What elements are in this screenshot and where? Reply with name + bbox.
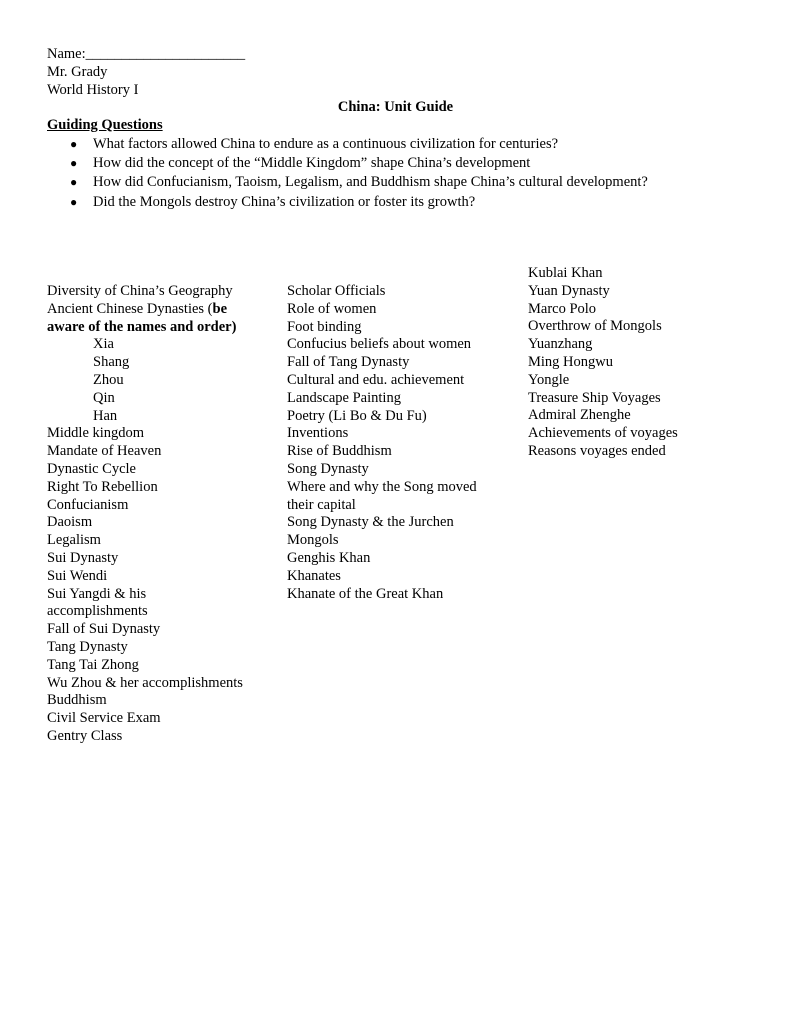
term-item: Ancient Chinese Dynasties (be: [47, 300, 228, 317]
term-item: aware of the names and order): [47, 318, 237, 335]
term-item: Dynastic Cycle: [47, 460, 136, 477]
guiding-questions-heading: Guiding Questions: [47, 117, 163, 133]
term-item: Kublai Khan: [528, 265, 603, 281]
dynasty-item: Han: [93, 407, 118, 424]
term-item: Civil Service Exam: [47, 710, 161, 727]
term-item: Admiral Zhenghe: [528, 407, 631, 424]
term-item: Achievements of voyages: [528, 425, 678, 442]
term-item: Scholar Officials: [287, 283, 386, 299]
dynasty-item: Xia: [93, 336, 114, 353]
term-item: Mandate of Heaven: [47, 443, 162, 460]
guiding-questions-list: [70, 135, 648, 212]
term-item: Gentry Class: [47, 727, 123, 744]
dynasty-item: Zhou: [93, 371, 124, 388]
term-item: Fall of Tang Dynasty: [287, 354, 410, 371]
term-item: Tang Dynasty: [47, 638, 128, 655]
term-item: Genghis Khan: [287, 549, 371, 566]
term-item: Yuanzhang: [528, 336, 593, 353]
student-header: [47, 46, 245, 99]
bullet-dot-icon: ●: [70, 156, 78, 171]
course-name: World History I: [47, 81, 139, 98]
name-line: Name:______________________: [47, 46, 246, 62]
term-item: Confucius beliefs about women: [287, 336, 472, 353]
term-item: Yongle: [528, 371, 570, 388]
dynasty-item: Qin: [93, 389, 115, 406]
guiding-question: ● What factors allowed China to endure as a continuous civilization for centuries?: [70, 135, 648, 154]
term-item: Treasure Ship Voyages: [528, 389, 661, 406]
term-item: Overthrow of Mongols: [528, 318, 662, 335]
term-item: Confucianism: [47, 496, 129, 513]
guiding-question: ● How did the concept of the “Middle Kingdom” shape China’s development: [70, 154, 648, 173]
term-item: Daoism: [47, 514, 93, 531]
term-item: Diversity of China’s Geography: [47, 283, 233, 299]
term-item: Song Dynasty: [287, 460, 369, 477]
guiding-question: ● How did Confucianism, Taoism, Legalism, and Buddhism shape China’s cultural development?: [70, 173, 648, 192]
term-item: Wu Zhou & her accomplishments: [47, 674, 243, 691]
term-item: Khanates: [287, 567, 341, 584]
term-item: Tang Tai Zhong: [47, 656, 139, 673]
terms-column-2: [287, 283, 477, 603]
term-item: Role of women: [287, 300, 377, 317]
terms-column-1: [47, 283, 243, 746]
term-item: Marco Polo: [528, 300, 597, 317]
dynasty-item: Shang: [93, 354, 130, 371]
term-item: accomplishments: [47, 603, 148, 620]
term-item: Buddhism: [47, 692, 107, 709]
term-item: Landscape Painting: [287, 389, 401, 406]
term-item: their capital: [287, 496, 356, 513]
bullet-dot-icon: ●: [70, 137, 78, 151]
page-title: China: Unit Guide: [337, 99, 454, 115]
bullet-dot-icon: ●: [70, 194, 78, 209]
term-item: Yuan Dynasty: [528, 282, 610, 299]
term-item: Middle kingdom: [47, 425, 145, 442]
guiding-question: ● Did the Mongols destroy China’s civilization or foster its growth?: [70, 193, 648, 212]
term-item: Rise of Buddhism: [287, 443, 392, 460]
bullet-dot-icon: ●: [70, 175, 78, 190]
term-item: Khanate of the Great Khan: [287, 585, 444, 602]
term-item: Poetry (Li Bo & Du Fu): [287, 407, 427, 424]
term-item: Sui Wendi: [47, 567, 108, 584]
term-item: Fall of Sui Dynasty: [47, 621, 161, 638]
term-item: Song Dynasty & the Jurchen: [287, 514, 454, 531]
teacher-name: Mr. Grady: [47, 63, 108, 80]
term-item: Right To Rebellion: [47, 478, 158, 495]
terms-column-3: [528, 265, 678, 461]
term-item: Legalism: [47, 532, 101, 549]
term-item: Where and why the Song moved: [287, 478, 477, 495]
term-item: Reasons voyages ended: [528, 442, 666, 459]
term-item: Ming Hongwu: [528, 353, 613, 370]
term-item: Cultural and edu. achievement: [287, 371, 465, 388]
term-item: Foot binding: [287, 318, 362, 335]
term-item: Mongols: [287, 532, 339, 549]
term-item: Sui Yangdi & his: [47, 585, 147, 602]
term-item: Inventions: [287, 425, 349, 442]
term-item: Sui Dynasty: [47, 549, 119, 566]
